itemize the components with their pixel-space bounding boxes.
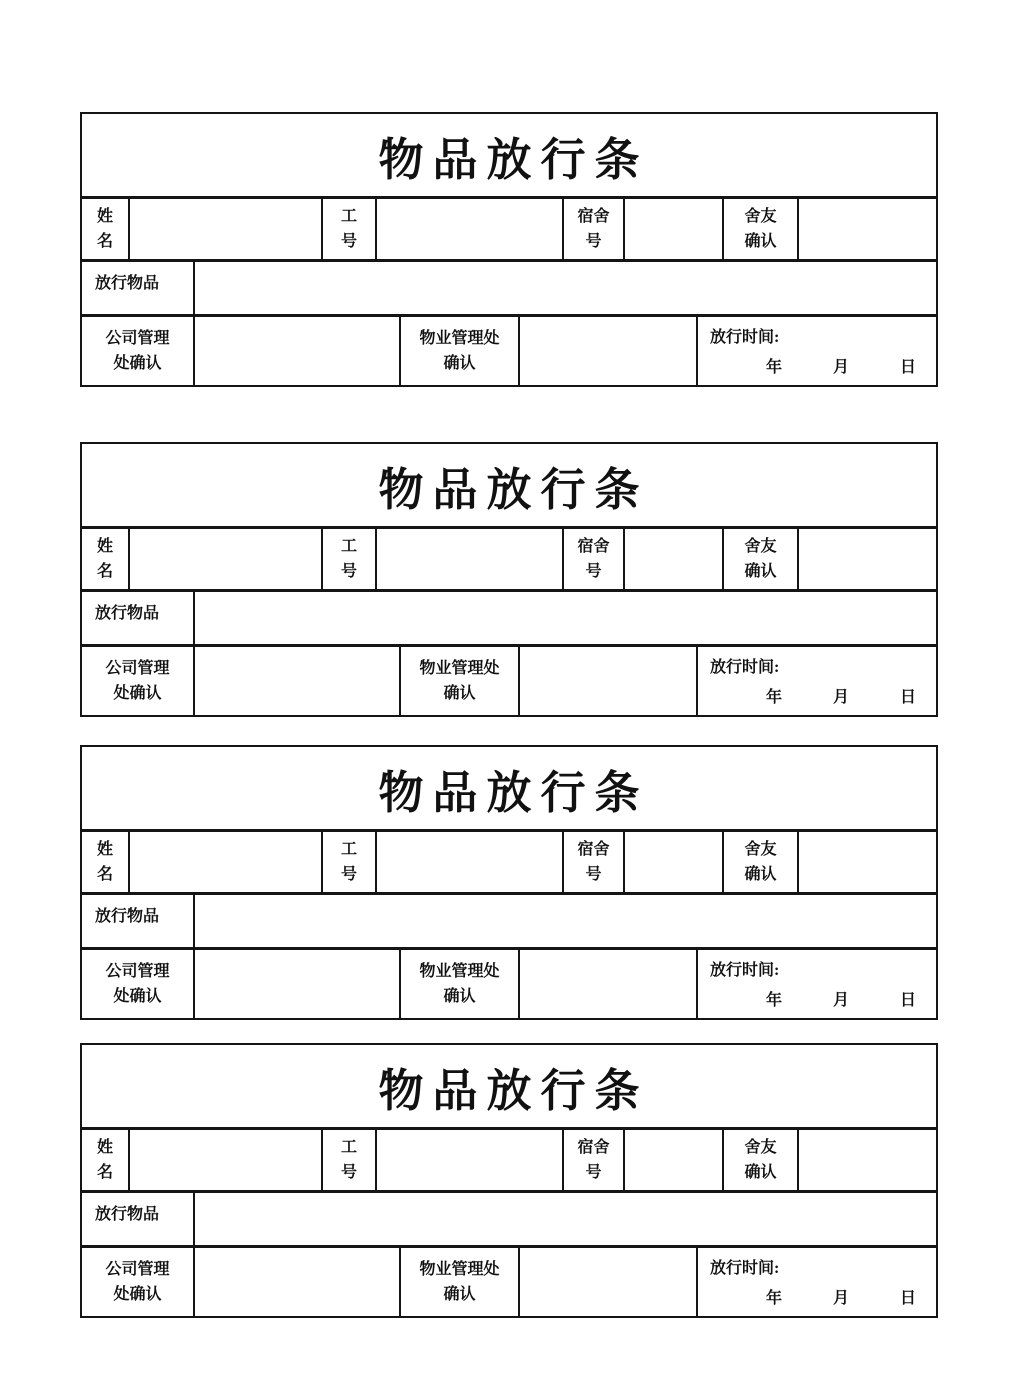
identity-row <box>82 1127 936 1190</box>
identity-row <box>82 196 936 259</box>
property-office-value-cell <box>518 1248 696 1316</box>
property-office-label <box>399 317 518 385</box>
release-time-cell <box>696 317 936 385</box>
day-label: 日 <box>899 359 916 376</box>
year-label: 年 <box>765 1290 782 1307</box>
property-office-value-cell <box>518 950 696 1018</box>
roommate-confirm-label <box>722 1130 797 1190</box>
employee-id-label <box>321 529 375 589</box>
employee-id-label-line1: 工 <box>340 841 357 858</box>
employee-id-label-line2: 号 <box>340 563 357 580</box>
release-items-row <box>82 589 936 644</box>
property-office-value-cell <box>518 647 696 715</box>
employee-id-value-cell <box>375 199 562 259</box>
property-office-label-line2: 确认 <box>443 685 476 702</box>
form-title-row <box>82 747 936 829</box>
name-label-line2: 名 <box>96 866 113 883</box>
release-items-value-cell <box>193 1193 936 1245</box>
release-items-label-cell <box>82 1193 193 1245</box>
company-office-value-cell <box>193 647 399 715</box>
dorm-no-label <box>562 529 623 589</box>
name-value-cell <box>128 529 321 589</box>
name-label <box>82 1130 128 1190</box>
dorm-no-label <box>562 832 623 892</box>
roommate-confirm-label <box>722 529 797 589</box>
release-time-label: 放行时间: <box>710 329 780 346</box>
name-label-line2: 名 <box>96 1164 113 1181</box>
property-office-label-line2: 确认 <box>443 988 476 1005</box>
employee-id-value-cell <box>375 1130 562 1190</box>
dorm-no-label-line2: 号 <box>585 1164 602 1181</box>
roommate-confirm-label <box>722 832 797 892</box>
property-office-label-line2: 确认 <box>443 1286 476 1303</box>
dorm-no-label-line1: 宿舍 <box>577 538 610 555</box>
employee-id-label <box>321 832 375 892</box>
confirmation-row <box>82 947 936 1018</box>
confirmation-row <box>82 644 936 715</box>
release-items-value-cell <box>193 895 936 947</box>
employee-id-label-line2: 号 <box>340 233 357 250</box>
name-label <box>82 199 128 259</box>
release-items-row <box>82 259 936 314</box>
year-label: 年 <box>765 992 782 1009</box>
dorm-no-label <box>562 1130 623 1190</box>
name-label-line1: 姓 <box>96 841 113 858</box>
name-value-cell <box>128 832 321 892</box>
release-items-label-cell <box>82 262 193 314</box>
roommate-confirm-value-cell <box>797 832 936 892</box>
property-office-value-cell <box>518 317 696 385</box>
company-office-value-cell <box>193 317 399 385</box>
confirmation-row <box>82 314 936 385</box>
name-value-cell <box>128 1130 321 1190</box>
company-office-label-line2: 处确认 <box>113 355 162 372</box>
release-items-label-cell <box>82 895 193 947</box>
month-label: 月 <box>832 1290 849 1307</box>
release-time-cell <box>696 950 936 1018</box>
release-items-label: 放行物品 <box>95 605 160 622</box>
roommate-confirm-label-line1: 舍友 <box>744 1139 777 1156</box>
release-items-row <box>82 1190 936 1245</box>
company-office-label-line2: 处确认 <box>113 1286 162 1303</box>
month-label: 月 <box>832 359 849 376</box>
dorm-no-label-line1: 宿舍 <box>577 1139 610 1156</box>
day-label: 日 <box>899 689 916 706</box>
release-time-label: 放行时间: <box>710 1260 780 1277</box>
release-items-value-cell <box>193 592 936 644</box>
employee-id-label <box>321 1130 375 1190</box>
release-items-label-cell <box>82 592 193 644</box>
company-office-label-line1: 公司管理 <box>105 1261 170 1278</box>
month-label: 月 <box>832 689 849 706</box>
form-title: 物品放行条 <box>378 767 649 818</box>
dorm-no-value-cell <box>623 1130 722 1190</box>
roommate-confirm-value-cell <box>797 529 936 589</box>
company-office-label-line1: 公司管理 <box>105 330 170 347</box>
company-office-label-line1: 公司管理 <box>105 660 170 677</box>
identity-row <box>82 829 936 892</box>
employee-id-label-line2: 号 <box>340 866 357 883</box>
form-title-row <box>82 114 936 196</box>
release-date-line <box>710 980 936 1010</box>
employee-id-value-cell <box>375 832 562 892</box>
day-label: 日 <box>899 1290 916 1307</box>
release-pass-form-1 <box>80 112 938 387</box>
roommate-confirm-label-line2: 确认 <box>744 233 777 250</box>
roommate-confirm-label-line1: 舍友 <box>744 208 777 225</box>
identity-row <box>82 526 936 589</box>
name-label-line1: 姓 <box>96 1139 113 1156</box>
roommate-confirm-value-cell <box>797 199 936 259</box>
name-value-cell <box>128 199 321 259</box>
employee-id-label-line1: 工 <box>340 1139 357 1156</box>
company-office-value-cell <box>193 950 399 1018</box>
property-office-label <box>399 950 518 1018</box>
employee-id-label-line1: 工 <box>340 538 357 555</box>
company-office-label-line2: 处确认 <box>113 988 162 1005</box>
company-office-label <box>82 647 193 715</box>
form-title: 物品放行条 <box>378 1065 649 1116</box>
release-items-label: 放行物品 <box>95 275 160 292</box>
roommate-confirm-label-line2: 确认 <box>744 563 777 580</box>
company-office-value-cell <box>193 1248 399 1316</box>
company-office-label <box>82 950 193 1018</box>
dorm-no-label <box>562 199 623 259</box>
release-items-label: 放行物品 <box>95 908 160 925</box>
property-office-label-line1: 物业管理处 <box>419 963 500 980</box>
release-pass-form-3 <box>80 745 938 1020</box>
form-title: 物品放行条 <box>378 134 649 185</box>
employee-id-label <box>321 199 375 259</box>
dorm-no-label-line1: 宿舍 <box>577 841 610 858</box>
confirmation-row <box>82 1245 936 1316</box>
roommate-confirm-label-line1: 舍友 <box>744 538 777 555</box>
name-label <box>82 832 128 892</box>
release-date-line <box>710 347 936 377</box>
dorm-no-value-cell <box>623 199 722 259</box>
dorm-no-label-line2: 号 <box>585 563 602 580</box>
name-label-line1: 姓 <box>96 208 113 225</box>
release-pass-form-4 <box>80 1043 938 1318</box>
roommate-confirm-label-line2: 确认 <box>744 1164 777 1181</box>
dorm-no-label-line2: 号 <box>585 233 602 250</box>
name-label-line2: 名 <box>96 233 113 250</box>
property-office-label <box>399 1248 518 1316</box>
release-date-line <box>710 1278 936 1308</box>
property-office-label-line1: 物业管理处 <box>419 1261 500 1278</box>
employee-id-value-cell <box>375 529 562 589</box>
employee-id-label-line1: 工 <box>340 208 357 225</box>
property-office-label-line1: 物业管理处 <box>419 330 500 347</box>
form-title-row <box>82 1045 936 1127</box>
roommate-confirm-value-cell <box>797 1130 936 1190</box>
property-office-label <box>399 647 518 715</box>
company-office-label <box>82 1248 193 1316</box>
year-label: 年 <box>765 359 782 376</box>
form-title: 物品放行条 <box>378 464 649 515</box>
form-title-row <box>82 444 936 526</box>
name-label-line2: 名 <box>96 563 113 580</box>
company-office-label <box>82 317 193 385</box>
dorm-no-value-cell <box>623 832 722 892</box>
property-office-label-line1: 物业管理处 <box>419 660 500 677</box>
roommate-confirm-label-line2: 确认 <box>744 866 777 883</box>
company-office-label-line1: 公司管理 <box>105 963 170 980</box>
year-label: 年 <box>765 689 782 706</box>
release-items-label: 放行物品 <box>95 1206 160 1223</box>
month-label: 月 <box>832 992 849 1009</box>
dorm-no-value-cell <box>623 529 722 589</box>
release-time-label: 放行时间: <box>710 659 780 676</box>
release-items-row <box>82 892 936 947</box>
day-label: 日 <box>899 992 916 1009</box>
release-items-value-cell <box>193 262 936 314</box>
company-office-label-line2: 处确认 <box>113 685 162 702</box>
name-label <box>82 529 128 589</box>
name-label-line1: 姓 <box>96 538 113 555</box>
employee-id-label-line2: 号 <box>340 1164 357 1181</box>
dorm-no-label-line2: 号 <box>585 866 602 883</box>
release-time-label: 放行时间: <box>710 962 780 979</box>
roommate-confirm-label-line1: 舍友 <box>744 841 777 858</box>
property-office-label-line2: 确认 <box>443 355 476 372</box>
release-time-cell <box>696 647 936 715</box>
release-time-cell <box>696 1248 936 1316</box>
release-date-line <box>710 677 936 707</box>
release-pass-form-2 <box>80 442 938 717</box>
dorm-no-label-line1: 宿舍 <box>577 208 610 225</box>
roommate-confirm-label <box>722 199 797 259</box>
